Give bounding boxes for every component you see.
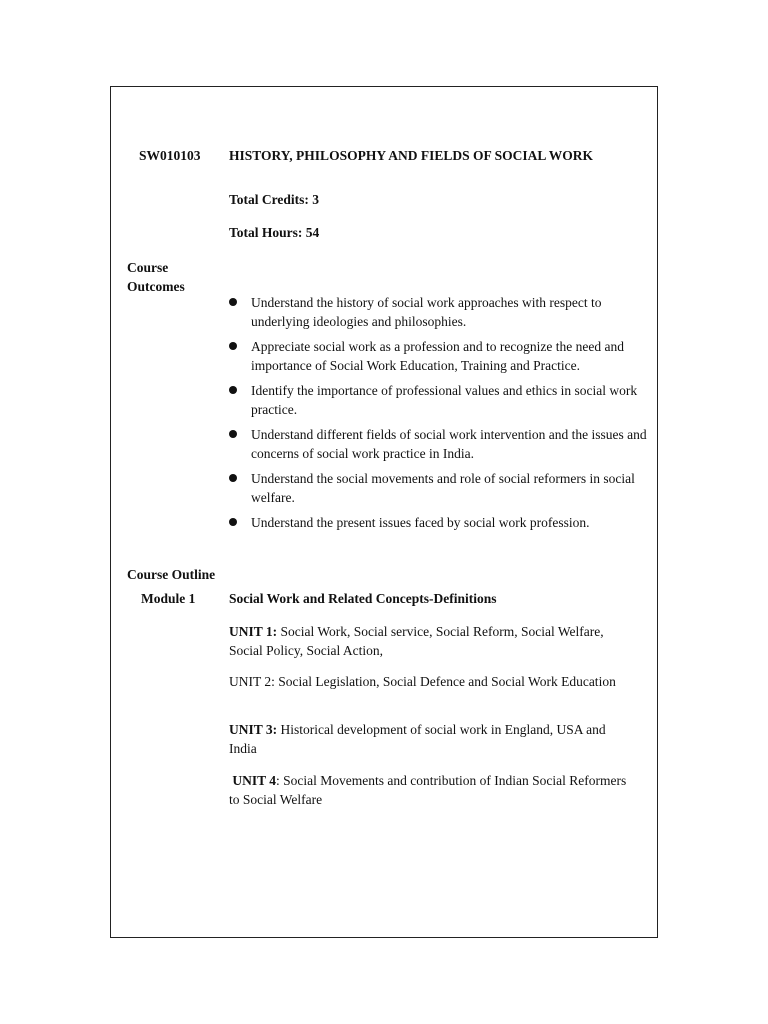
bullet-icon [229,518,237,526]
total-credits: Total Credits: 3 [229,192,320,207]
course-code: SW010103 [139,148,201,163]
outcome-text: Identify the importance of professional values and ethics in social work practice. [251,383,638,417]
unit-text: : Social Movements and contribution of Indian Social Reformers to Social Welfare [229,773,627,807]
unit-label: UNIT 3: [229,722,278,737]
module-title: Social Work and Related Concepts-Definitions [229,591,497,606]
course-outcomes-list [229,293,649,538]
unit-3 [229,720,629,758]
unit-4 [229,771,629,809]
outcome-text: Appreciate social work as a profession and to recognize the need and importance of Social Work Education, Training and Practice. [251,339,624,373]
unit-1 [229,622,629,660]
unit-text: Historical development of social work in England, USA and India [229,722,606,756]
unit-text: Social Work, Social service, Social Reform, Social Welfare, Social Policy, Social Action, [229,624,604,658]
outcome-text: Understand the history of social work approaches with respect to underlying ideologies and philosophies. [251,295,602,329]
total-hours: Total Hours: 54 [229,225,320,240]
outcome-item [229,425,649,463]
outcome-item [229,381,649,419]
module-label: Module 1 [141,591,196,606]
bullet-icon [229,342,237,350]
outcome-text: Understand the social movements and role of social reformers in social welfare. [251,471,635,505]
outcome-text: Understand the present issues faced by social work profession. [251,515,590,530]
course-title: HISTORY, PHILOSOPHY AND FIELDS OF SOCIAL WORK [229,148,593,163]
outcome-item [229,513,649,532]
bullet-icon [229,386,237,394]
outcome-item [229,469,649,507]
course-outline-label: Course Outline [127,567,216,582]
outcome-item [229,337,649,375]
outcome-item [229,293,649,331]
course-outcomes-label: Course Outcomes [127,260,185,294]
unit-2 [229,672,629,691]
unit-label: UNIT 4 [232,773,277,788]
bullet-icon [229,298,237,306]
bullet-icon [229,474,237,482]
unit-text: UNIT 2: Social Legislation, Social Defence and Social Work Education [229,674,616,689]
bullet-icon [229,430,237,438]
outcome-text: Understand different fields of social work intervention and the issues and concerns of social work practice in India. [251,427,647,461]
unit-label: UNIT 1: [229,624,278,639]
